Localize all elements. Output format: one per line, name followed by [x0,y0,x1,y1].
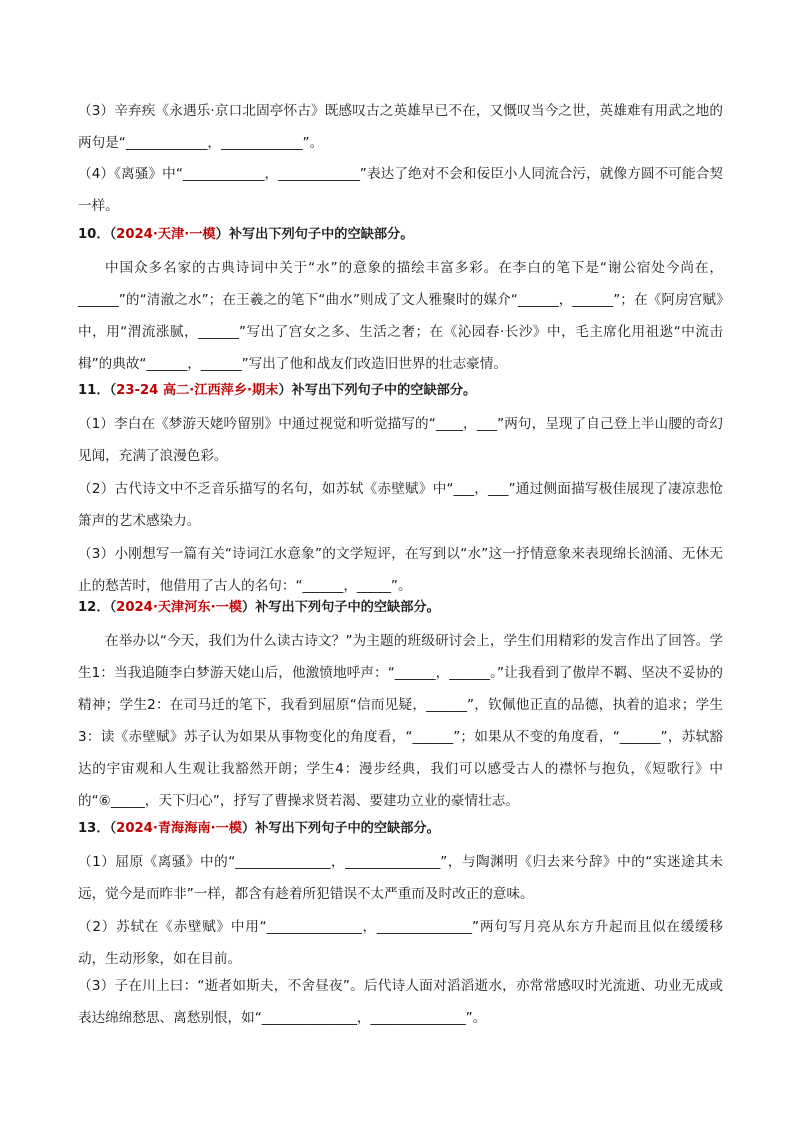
question-instruction: 补写出下列句子中的空缺部分。 [255,821,440,836]
question-11-item-3: （3）小刚想写一篇有关“诗词江水意象”的文学短评，在写到以“水”这一抒情意象来表现绵长汹涌、无休无止的愁苦时，他借用了古人的名句：“______，_____”。 [78,546,723,594]
question-13-item-1: （1）屈原《离骚》中的“______________，______________”，与陶渊明《归去来兮辞》中的“实迷途其未远，觉今是而昨非”一样，都含有趁着所犯错误不太严重而及时改正的意味。 [78,854,723,902]
question-13-item-2: （2）苏轼在《赤壁赋》中用“______________，______________”两句写月亮从东方升起而且似在缓缓移动，生动形象，如在目前。 [78,919,723,967]
source-close: ） [215,227,229,242]
source-open: （ [109,821,117,836]
question-12-body: 在举办以“今天，我们为什么读古诗文？”为主题的班级研讨会上，学生们用精彩的发言作出了回答。学生1：当我追随李白梦游天姥山后，他激愤地呼声：“______，______。”让我看到了傲岸不羁、坚决不妥协的精神；学生2：在司马迁的笔下，我看到屈原“信而见疑，______”，钦佩他正直的品德，执着的追求；学生3：读《赤壁赋》苏子认为如果从事物变化的角度看，“______”；如果从不变的角度看，“______”，苏轼豁达的宇宙观和人生观让我豁然开朗；学生4：漫步经典，我们可以感受古人的襟怀与抱负，《短歌行》中的“⑥_____，天下归心”，抒写了曹操求贤若渴、要建功立业的豪情壮志。 [78,633,723,809]
question-number: 12． [78,600,110,615]
question-number: 11． [78,383,110,398]
question-11-item-1: （1）李白在《梦游天姥吟留别》中通过视觉和听觉描写的“____，___”两句，呈现了自己登上半山腰的奇幻见闻，充满了浪漫色彩。 [78,416,723,464]
source-open: （ [109,600,117,615]
question-source: 2024·青海海南·一模 [116,821,242,836]
source-open: （ [109,227,117,242]
question-number: 10． [78,227,110,242]
question-10-heading [78,224,723,246]
question-11-item-2: （2）古代诗文中不乏音乐描写的名句，如苏轼《赤壁赋》中“___，___”通过侧面描写极佳展现了凄凉悲怆箫声的艺术感染力。 [78,481,723,529]
question-instruction: 补写出下列句子中的空缺部分。 [291,383,477,398]
question-source: 23-24 高二·江西萍乡·期末 [116,383,279,398]
question-source: 2024·天津·一模 [116,227,216,242]
question-13-heading [78,818,723,840]
source-close: ） [242,821,256,836]
question-9-item-3: （3）辛弃疾《永遇乐·京口北固亭怀古》既感叹古之英雄早已不在，又慨叹当今之世，英雄难有用武之地的两句是“____________，____________”。 [78,103,723,151]
question-12-heading [78,597,723,619]
source-close: ） [242,600,256,615]
question-instruction: 补写出下列句子中的空缺部分。 [255,600,440,615]
question-11-heading [78,380,723,402]
question-10-body: 中国众多名家的古典诗词中关于“水”的意象的描绘丰富多彩。在李白的笔下是“谢公宿处今尚在，______”的“清澈之水”；在王羲之的笔下“曲水”则成了文人雅聚时的媒介“______，______”；在《阿房宫赋》中，用“渭流涨腻，______”写出了宫女之多、生活之奢；在《沁园春·长沙》中，毛主席化用祖逖“中流击楫”的典故“______，______”写出了他和战友们改造旧世界的壮志豪情。 [78,260,723,372]
question-9-item-4: （4）《离骚》中“____________，____________”表达了绝对不会和佞臣小人同流合污，就像方圆不可能合契一样。 [78,166,723,214]
question-13-item-3: （3）子在川上曰：“逝者如斯夫，不舍昼夜”。后代诗人面对滔滔逝水，亦常常感叹时光流逝、功业无成或表达绵绵愁思、离愁别恨，如“______________，______________”。 [78,978,723,1026]
source-open: （ [109,383,117,398]
question-instruction: 补写出下列句子中的空缺部分。 [228,227,414,242]
question-source: 2024·天津河东·一模 [116,600,242,615]
question-number: 13． [78,821,110,836]
source-close: ） [278,383,292,398]
